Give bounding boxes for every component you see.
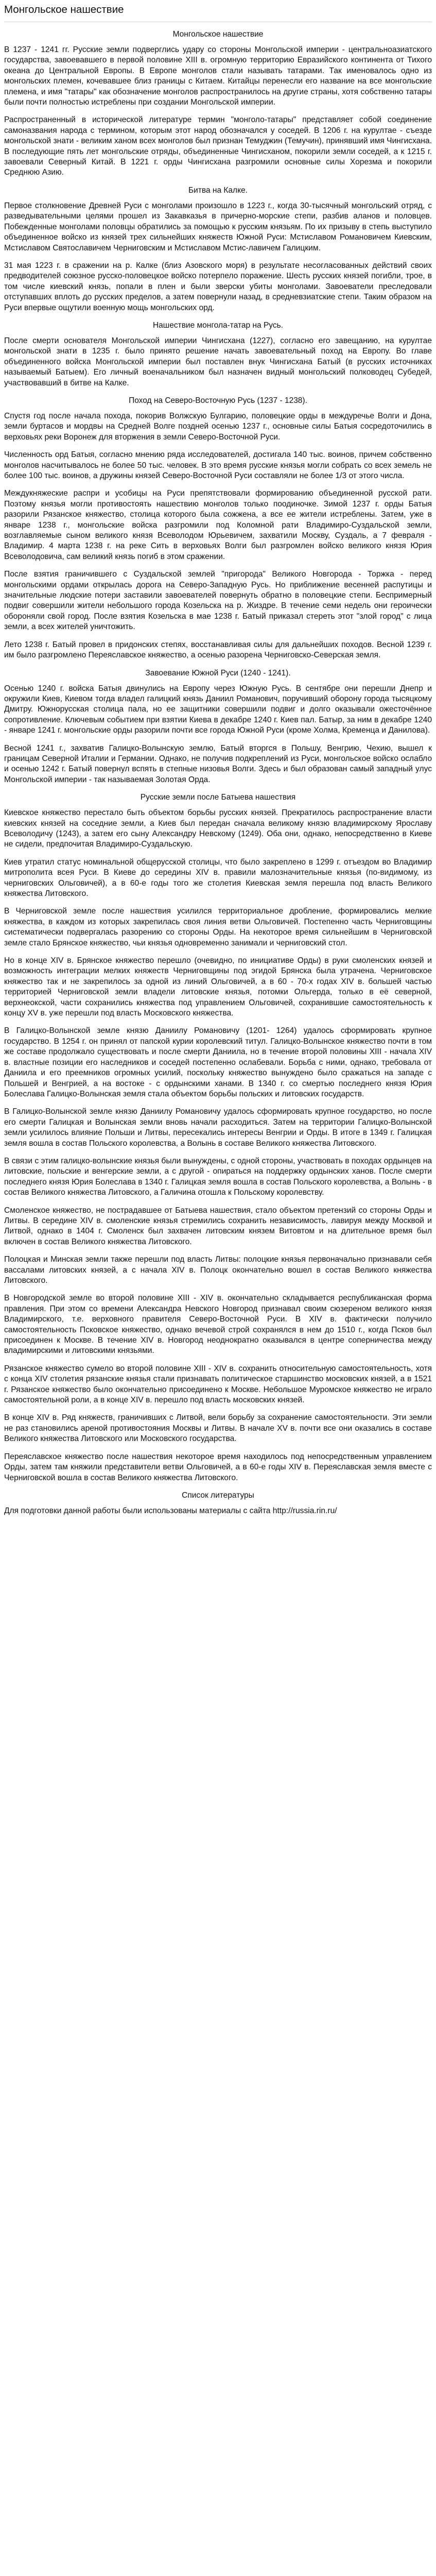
paragraph: Киев утратил статус номинальной общерусской столицы, что было закреплено в 1299 г. отъездом во Владимир митрополита всея Руси. В Киеве до середины XIV в. правили малозначительные князья (по-видимому, из черниговских Ольговичей), а в 60-е годы того же столетия Киевская земля перешла под власть Великого княжества Литовского. bbox=[4, 857, 432, 898]
references-text: Для подготовки данной работы были использованы материалы с сайта http://russia.rin.ru/ bbox=[4, 1506, 337, 1515]
paragraph: 31 мая 1223 г. в сражении на р. Калке (близ Азовского моря) в результате несогласованных действий своих предводителей союзное русско-половецкое войско потерпело поражение. Шесть русских князей погибли, трое, в том числе киевский князь, попали в плен и были зверски убиты монголами. Завоеватели преследовали отступавших вплоть до русских пределов, а затем повернули назад, в средневзиатские степи. Таким образом на Руси впервые ощутили военную мощь монгольских орд. bbox=[4, 261, 432, 312]
section-heading: Завоевание Южной Руси (1240 - 1241). bbox=[145, 668, 291, 677]
section-references bbox=[4, 1490, 432, 1516]
paragraph: В конце XIV в. Ряд княжеств, граничивших с Литвой, вели борьбу за сохранение самостоятельности. Эти земли не раз становились ареной противостояния Москвы и Литвы. В начале XV в. почти все они оказались в составе Великого княжества Литовского или Московского государства. bbox=[4, 1413, 432, 1444]
paragraph: В Галицко-Волынской земле князю Даниилу Романовичу удалось сформировать крупное государство, но после его смерти Галицкая и Волынская земли вновь начали расходиться. Затем на территории Галицко-Волынской земли усилилось влияние Польши и Литвы, пересекались интересы Венгрии и Орды. В итоге в 1349 г. Галицкая земля вошла в состав Польского королевства, а Волынь в составе Великого княжества Литовского. bbox=[4, 1107, 432, 1148]
paragraph: Киевское княжество перестало быть объектом борьбы русских князей. Прекратилось распространение власти киевских князей на соседние земли, а Киев был передан сначала великому князю владимирскому Ярославу Всеволодичу (1243), а затем его сыну Александру Невскому (1249). Оба они, однако, непосредственно в Киеве не сидели, предпочитая Владимиро-Суздальскую. bbox=[4, 808, 432, 849]
paragraph: В Черниговской земле после нашествия усилился территориальное дробление, формировались мелкие княжества, в каждом из которых закрепилась своя линия ветви Ольговичей. Постепенно часть Черниговщины систематически подвергалась разорению со стороны Орды. На некоторое время сильнейшим в Черниговской земле стало Брянское княжество, чьи князья одновременно занимали и черниговский стол. bbox=[4, 907, 432, 947]
paragraph: Переяславское княжество после нашествия некоторое время находилось под непосредственным управлением Орды, затем там княжили представители ветви Ольговичей, а в 60-е годы XIV в. Переяславская земля вместе с Черниговской вошла в состав Великого княжества Литовского. bbox=[4, 1452, 432, 1482]
paragraph: Весной 1241 г., захватив Галицко-Волынскую землю, Батый вторгся в Польшу, Венгрию, Чехию, вышел к границам Северной Италии и Германии. Однако, не получив подкреплений из Руси, монгольское войско ослабло и осенью 1242 г. Батый повернул вспять в степные низовья Волги. Здесь и был образован самый западный улус Монгольской империи - так называемая Золотая Орда. bbox=[4, 743, 432, 784]
section-invasion bbox=[4, 29, 432, 178]
paragraph: Междукняжеские распри и усобицы на Руси препятствовали формированию объединенной русской рати. Поэтому князья могли противостоять нашествию монголов только поодиночке. Зимой 1237 г. орды Батыя разорили Рязанское княжество, столица которого была сожжена, а все ее жители истреблены. Затем, уже в январе 1238 г., монгольские войска разгромили под Коломной рати Владимиро-Суздальской земли, возглавляемые сыном великого князя Всеволодом Юрьевичем, захватили Москву, Суздаль, а 7 февраля - Владимир. 4 марта 1238 г. на реке Сить в верховьях Волги был разгромлен войско великого князя Юрия Всеволодовича, сам великий князь погиб в этом сражении. bbox=[4, 489, 432, 561]
paragraph: После смерти основателя Монгольской империи Чингисхана (1227), согласно его завещанию, на курултае монгольской знати в 1235 г. было принято решение начать завоевательный поход на Европу. Во главе объединенного войска Монгольской империи был поставлен внук Чингисхана Батый (в русских источниках называемый Батыем). Его личный военачальником был назначен видный монгольский полководец Субедей, участвовавший в битве на Калке. bbox=[4, 336, 432, 387]
paragraph: Рязанское княжество сумело во второй половине XIII - XIV в. сохранить относительную самостоятельность, хотя с конца XIV столетия рязанские князья стали признавать политическое старшинство московских князей, а в 1521 г. Рязанское княжество было окончательно присоединено к Москве. Небольшое Муромское княжество не играло самостоятельной роли, а в конце XIV в. перешло под власть московских князей. bbox=[4, 1364, 432, 1405]
section-mongol-invasion bbox=[4, 320, 432, 388]
paragraph: Численность орд Батыя, согласно мнению ряда исследователей, достигала 140 тыс. воинов, причем собственно монголов насчитывалось не более 50 тыс. человек. В это время русские князья могли собрать со всех земель не более 100 тыс. воинов, а дружины князей Северо-Восточной Руси составляли не более 1/3 от этого числа. bbox=[4, 450, 432, 480]
section-heading: Список литературы bbox=[182, 1490, 254, 1500]
section-heading: Монгольское нашествие bbox=[172, 30, 264, 39]
paragraph: Первое столкновение Древней Руси с монголами произошло в 1223 г., когда 30-тысячный монгольский отряд, с разведывательными целями прошел из Закавказья в причерно-морские степи, разбив аланов и половцев. Побежденные монголами половцы обратились за помощью к русским князьям. По их призыву в степь выступило объединенное войско из князей трех сильнейших княжеств Южной Руси: Мстиславом Романовичем Киевским, Мстиславом Святославичем Черниговским и Мстиславом Мстис-лавичем Галицким. bbox=[4, 201, 432, 252]
paragraph: Полоцкая и Минская земли также перешли под власть Литвы: полоцкие князья первоначально признавали себя вассалами литовских князей, а с начала XIV в. Полоцк окончательно вошел в состав Великого княжества Литовского. bbox=[4, 1255, 432, 1285]
paragraph: Распространенный в исторической литературе термин "монголо-татары" представляет собой соединение самоназвания народа с термином, которым этот народ обозначался у соседей. В 1206 г. на курултае - съезде монгольской знати - великим ханом всех монголов был признан Темуджин (Темучин), принявший имя Чингисхана. В последующие пять лет монгольские отряды, объединенные Чингисханом, покорили земли соседей, а к 1215 г. завоевали Северный Китай. В 1221 г. орды Чингисхана разгромили основные силы Хорезма и покорили Среднюю Азию. bbox=[4, 115, 432, 177]
paragraph: Но в конце XIV в. Брянское княжество перешло (очевидно, по инициативе Орды) в руки смоленских князей и возможность интеграции мелких княжеств Черниговщины под эгидой Брянска была утрачена. Черниговское княжество так и не закрепилось за одной из линий Ольговичей, а в 60 - 70-х годах XIV в. большей частью территорией Черниговской земли владели литовские князья, потомки Ольгерда, только в её северной, верхнеокской, части сохранились княжества под управлением Ольговичей, сохранившие самостоятельность к концу XV в. уже перешли под власть Московского княжества. bbox=[4, 956, 432, 1018]
section-heading: Русские земли после Батыева нашествия bbox=[140, 793, 296, 802]
paragraph: В 1237 - 1241 гг. Русские земли подверглись удару со стороны Монгольской империи - центральноазиатского государства, завоевавшего в первой половине XIII в. огромную территорию Евразийского континента от Тихого океана до Центральной Европы. В Европе монголов стали называть татарами. Так именовалось одно из монгольских племен, кочевавшее близ границы с Китаем. Китайцы перенесли его название на все монгольские племена, и имя "татары" как обозначение монголов распространилось на другие страны, хотя собственно татары были почти полностью истреблены при создании Монгольской империи. bbox=[4, 45, 432, 107]
section-northeast-campaign bbox=[4, 396, 432, 661]
paragraph: В Новгородской земле во второй половине XIII - XIV в. окончательно складывается республиканская форма правления. При этом со времени Александра Невского Новгород признавал своим сюзереном великого князя Владимирского, т.е. верховного правителя Северо-Восточной Руси. В XIV в. фактически получило самостоятельность Псковское княжество, однако вечевой строй сохранялся в нем до 1510 г., когда Псков был присоединен к Москве. В течение XIV в. Новгород неоднократно оказывался в центре соперничества между владимирскими и литовскими князьями. bbox=[4, 1294, 432, 1355]
paragraph: Смоленское княжество, не пострадавшее от Батыева нашествия, стало объектом претензий со стороны Орды и Литвы. В середине XIV в. смоленские князья стремились сохранить независимость, лавируя между Москвой и Литвой, однако в 1404 г. Смоленск был захвачен литовским князем Витовтом и на длительное время был включен в состав Великого княжества Литовского. bbox=[4, 1206, 432, 1246]
paragraph: После взятия граничившего с Суздальской землей "пригорода" Великого Новгорода - Торжка - перед монгольскими ордами открылась дорога на Северо-Западную Русь. Но приближение весенней распутицы и значительные людские потери заставили завоевателей повернуть обратно в половецкие степи. Беспримерный подвиг совершили жители небольшого города Козельска на р. Жиздре. В течение семи недель они героически обороняли свой город. После взятия Козельска в мае 1238 г. Батый приказал стереть этот "злой город" с лица земли, а всех жителей уничтожить. bbox=[4, 570, 432, 632]
section-heading: Поход на Северо-Восточную Русь (1237 - 1238). bbox=[129, 396, 307, 405]
section-heading: Нашествие монгола-татар на Русь. bbox=[152, 320, 283, 330]
paragraph: Осенью 1240 г. войска Батыя двинулись на Европу через Южную Русь. В сентябре они перешли Днепр и окружили Киев, Киевом тогда владел галицкий князь Даниил Романович, поручивший оборону города тысяцкому Дмитру. Южнорусская столица пала, но ее защитники совершили подвиг и долго оказывали ожесточённое сопротивление. Ключевым событием при взятии Киева в декабре 1240 г. Киев пал. Батыр, за ним в декабре 1240 - январе 1241 г. монгольские орды разорили почти все города Южной Руси (кроме Холма, Кременца и Данилова). bbox=[4, 684, 432, 735]
paragraph: В Галицко-Волынской земле князю Даниилу Романовичу (1201- 1264) удалось сформировать крупное государство. В 1254 г. он принял от папской курии королевский титул. Галицко-Волынское княжество почти в том же составе продолжало существовать и после смерти Даниила, но в течение второй половины XIII - начала XIV в. властные позиции его наследников и соседей постепенно ослабевали. Борьба с ними, однако, требовала от Даниила и его преемников огромных усилий, поскольку княжество вынуждено было сражаться на западе с Польшей и Венгрией, а на востоке - с ордынскими ханами. В 1340 г. со смертью последнего князя Юрия Болеслава Галицко-Волынская земля стала объектом борьбы польских и литовских государств. bbox=[4, 1026, 432, 1098]
section-after-invasion bbox=[4, 792, 432, 1483]
paragraph: Лето 1238 г. Батый провел в придонских степях, восстанавливая силы для дальнейших походов. Весной 1239 г. им было разгромлено Переяславское княжество, а осенью разорена Черниговско-Северская земля. bbox=[4, 640, 432, 660]
section-heading: Битва на Калке. bbox=[188, 185, 248, 195]
section-southern-conquest bbox=[4, 668, 432, 786]
document-title: Монгольское нашествие bbox=[4, 4, 124, 15]
section-kalka bbox=[4, 185, 432, 313]
paragraph: В связи с этим галицко-волынские князья были вынуждены, с одной стороны, участвовать в походах ордынцев на литовские, польские и венгерские земли, а с другой - опираться на поддержку ордынских ханов. После смерти последнего князя Юрия Болеслава в 1340 г. Галицкая земля вошла в состав Польского королевства, а Волынь - в состав Великого княжества Литовского, а Галичина отошла к Польскому королевству. bbox=[4, 1156, 432, 1197]
paragraph: Спустя год после начала похода, покорив Волжскую Булгарию, половецкие орды в междуречье Волги и Дона, земли буртасов и мордвы на Средней Волге поздней осенью 1237 г., основные силы Батыя сосредоточились в верховьях реки Воронеж для вторжения в земли Северо-Восточной Руси. bbox=[4, 411, 432, 442]
